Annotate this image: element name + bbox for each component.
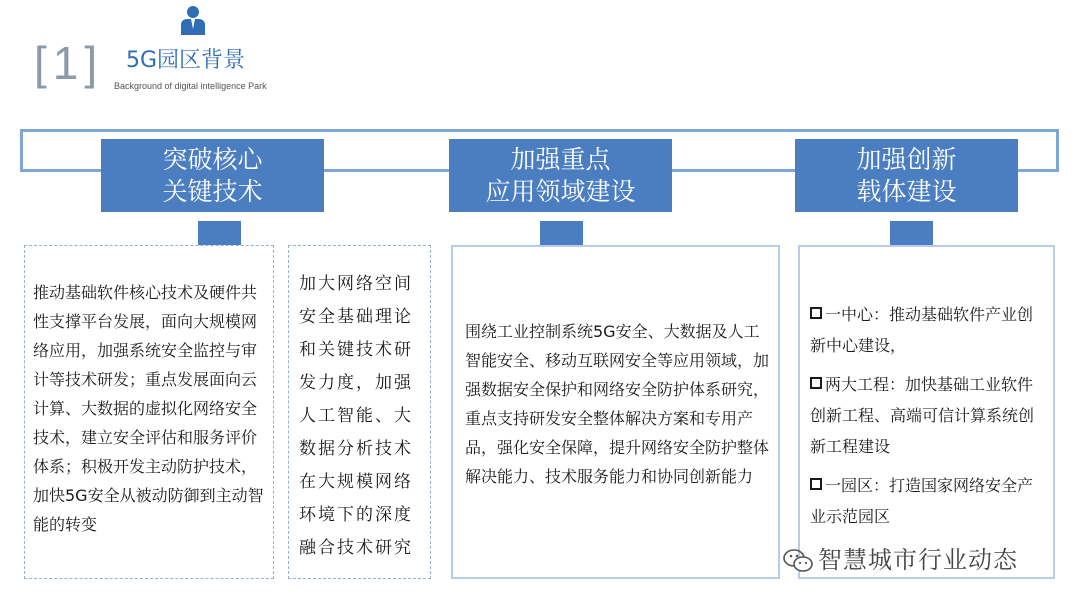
checkbox-square-icon <box>810 377 822 389</box>
heading-innovation-carrier: 加强创新 载体建设 <box>795 139 1018 212</box>
connector <box>540 221 583 245</box>
connector <box>198 221 241 245</box>
wechat-icon <box>782 548 814 574</box>
panel-application: 围绕工业控制系统5G安全、大数据及人工智能安全、移动互联网安全等应用领域，加强数据安全保护和网络安全防护体系研究，重点支持研发安全整体解决方案和专用产品，强化安全保障，提升网络安全防护整体解决能力、技术服务能力和协同创新能力 <box>451 245 780 579</box>
person-icon <box>178 5 208 35</box>
list-item: 两大工程：加快基础工业软件创新工程、高端可信计算系统创新工程建设 <box>810 375 1035 456</box>
section-number: [1] <box>34 37 104 89</box>
panel-innovation <box>798 245 1055 579</box>
list-item: 一中心：推动基础软件产业创新中心建设， <box>810 305 1034 355</box>
page-title: 5G园区背景 <box>126 48 246 73</box>
heading-core-technology: 突破核心 关键技术 <box>101 139 324 212</box>
list-item: 一园区：打造国家网络安全产业示范园区 <box>810 476 1034 526</box>
heading-application-fields: 加强重点 应用领域建设 <box>449 139 672 212</box>
page-subtitle: Background of digital intelligence Park <box>114 81 267 91</box>
panel-core-right: 加大网络空间安全基础理论和关键技术研发力度，加强人工智能、大数据分析技术在大规模网络环境下的深度融合技术研究 <box>288 245 431 579</box>
watermark-text: 智慧城市行业动态 <box>818 546 1018 574</box>
connector <box>890 221 933 245</box>
checkbox-square-icon <box>810 307 822 319</box>
checkbox-square-icon <box>810 478 822 490</box>
panel-core-left: 推动基础软件核心技术及硬件共性支撑平台发展，面向大规模网络应用，加强系统安全监控与审计等技术研发；重点发展面向云计算、大数据的虚拟化网络安全技术，建立安全评估和服务评价体系；积极开发主动防护技术，加快5G安全从被动防御到主动智能的转变 <box>24 245 274 579</box>
